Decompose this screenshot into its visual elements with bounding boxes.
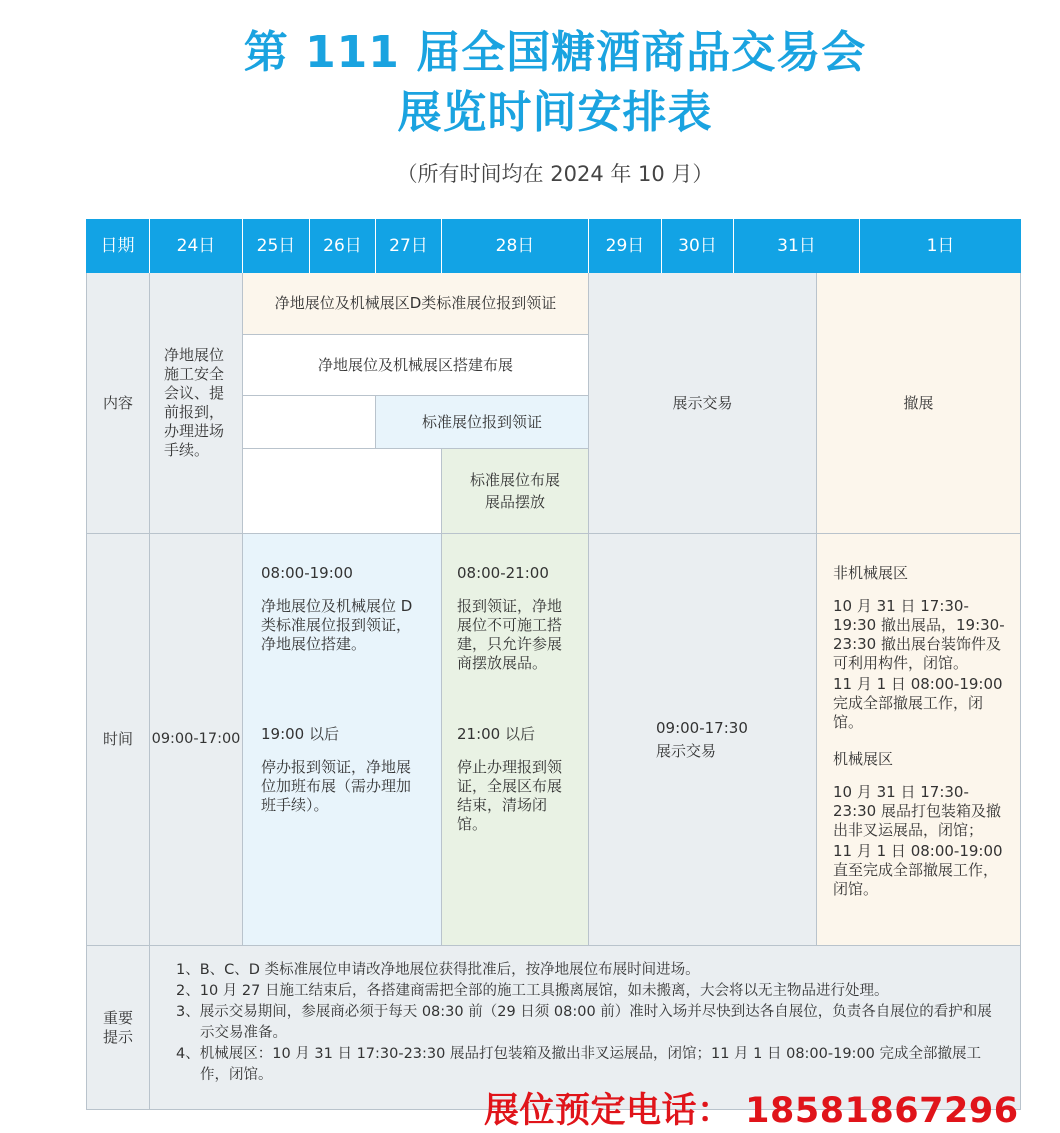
note-1: 1、B、C、D 类标准展位申请改净地展位获得批准后，按净地展位布展时间进场。	[176, 962, 700, 978]
page-title: 第 111 届全国糖酒商品交易会	[243, 27, 867, 78]
header-day-24: 24日	[150, 219, 243, 273]
setup-time-1: 08:00-19:00	[261, 564, 353, 582]
std-build-line2: 展品摆放	[484, 493, 545, 511]
build-cell: 净地展位及机械展区搭建布展	[243, 335, 589, 396]
setup-desc-2: 停办报到领证，净地展位加班布展（需办理加班手续）。	[261, 758, 412, 814]
mech-2: 11 月 1 日 08:00-19:00 直至完成全部撤展工作，闭馆。	[833, 842, 1003, 898]
mech-title: 机械展区	[833, 750, 894, 768]
booking-phone: 展位预定电话： 18581867296	[484, 1091, 1019, 1131]
header-day-28: 28日	[442, 219, 589, 273]
header-day-1: 1日	[860, 219, 1021, 273]
day24-content-text: 净地展位施工安全会议、提前报到，办理进场手续。	[164, 346, 225, 459]
note-4: 4、机械展区：10 月 31 日 17:30-23:30 展品打包装箱及撤出非叉运展品，闭馆；11 月 1 日 08:00-19:00 完成全部撤展工作，闭馆。	[176, 1046, 982, 1083]
day28-desc-2: 停止办理报到领证，全展区布展结束，清场闭馆。	[457, 758, 563, 833]
dismantle-time-cell	[817, 534, 1021, 946]
day28-time-1: 08:00-21:00	[457, 564, 549, 582]
row-label-time: 时间	[86, 534, 150, 946]
row-label-notes: 重要提示	[86, 946, 150, 1110]
header-day-31: 31日	[734, 219, 860, 273]
setup-desc-1: 净地展位及机械展位 D 类标准展位报到领证，净地展位搭建。	[261, 597, 413, 653]
std-register-cell: 标准展位报到领证	[376, 396, 589, 449]
empty-cell-b	[243, 449, 442, 534]
row-label-content: 内容	[86, 273, 150, 534]
header-day-27: 27日	[376, 219, 442, 273]
empty-cell-a	[243, 396, 376, 449]
std-build-cell	[442, 449, 589, 534]
header-day-29: 29日	[589, 219, 662, 273]
exhibition-cell: 展示交易	[589, 273, 817, 534]
header-day-26: 26日	[310, 219, 376, 273]
mech-1: 10 月 31 日 17:30-23:30 展品打包装箱及撤出非叉运展品，闭馆；	[833, 783, 1001, 839]
setup-time-2: 19:00 以后	[261, 725, 339, 743]
day28-desc-1: 报到领证，净地展位不可施工搭建，只允许参展商摆放展品。	[457, 597, 563, 672]
std-build-line1: 标准展位布展	[469, 471, 560, 489]
header-day-25: 25日	[243, 219, 310, 273]
day24-content	[150, 273, 243, 534]
date-note: （所有时间均在 2024 年 10 月）	[396, 162, 714, 186]
nonmech-2: 11 月 1 日 08:00-19:00 完成全部撤展工作，闭馆。	[833, 675, 1003, 731]
nonmech-title: 非机械展区	[833, 564, 909, 582]
register-d-cell: 净地展位及机械展区D类标准展位报到领证	[243, 273, 589, 335]
note-3: 3、展示交易期间，参展商必须于每天 08:30 前（29 日须 08:00 前）准时入场并尽快到达各自展位，负责各自展位的看护和展示交易准备。	[176, 1004, 992, 1041]
expo-time: 09:00-17:30	[656, 718, 748, 737]
day24-time: 09:00-17:00	[150, 534, 243, 946]
setup-time-cell	[243, 534, 442, 946]
day28-time-cell	[442, 534, 589, 946]
header-day-30: 30日	[662, 219, 734, 273]
nonmech-1: 10 月 31 日 17:30-19:30 撤出展品，19:30-23:30 撤出展台装饰件及可利用构件，闭馆。	[833, 597, 1005, 672]
note-2: 2、10 月 27 日施工结束后，各搭建商需把全部的施工工具搬离展馆，如未搬离，大会将以无主物品进行处理。	[176, 983, 889, 999]
expo-time-cell	[589, 534, 817, 946]
day28-time-2: 21:00 以后	[457, 725, 535, 743]
expo-label: 展示交易	[656, 741, 717, 760]
dismantle-cell: 撤展	[817, 273, 1021, 534]
page-subtitle-title: 展览时间安排表	[397, 87, 713, 138]
header-date-label: 日期	[86, 219, 150, 273]
